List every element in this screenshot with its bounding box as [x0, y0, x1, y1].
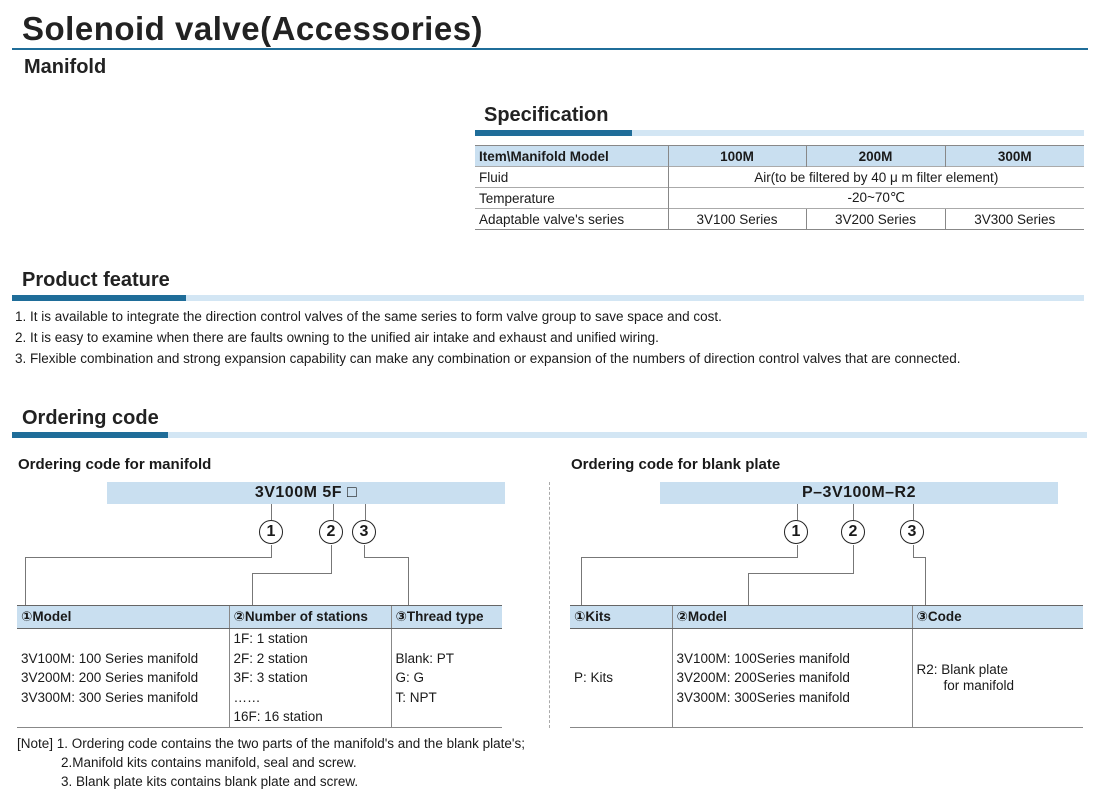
station-option: 2F: 2 station	[233, 650, 308, 666]
blank-plate-leader	[748, 573, 749, 605]
blank-plate-leader	[581, 557, 582, 605]
thread-option: G: G	[395, 670, 425, 686]
station-option: 16F: 16 station	[233, 709, 323, 725]
manifold-table-row	[17, 629, 502, 728]
blank-plate-leader	[925, 557, 926, 605]
spec-temperature-label: Temperature	[475, 188, 668, 209]
title-rule	[12, 48, 1088, 50]
blank-plate-header-code: ③Code	[912, 606, 1083, 629]
blank-plate-header-kits: ①Kits	[570, 606, 672, 629]
blank-plate-connector	[797, 504, 798, 520]
spec-temperature-value: -20~70℃	[668, 188, 1084, 209]
spec-header-item: Item\Manifold Model	[475, 146, 668, 167]
spec-series-label: Adaptable valve's series	[475, 209, 668, 230]
spec-series-300: 3V300 Series	[945, 209, 1084, 230]
blank-plate-connector	[913, 504, 914, 520]
manifold-stations-cell	[229, 629, 391, 728]
specification-bar-dark	[475, 130, 632, 136]
spec-header-row	[475, 146, 1084, 167]
spec-fluid-value: Air(to be filtered by 40 μ m filter element)	[668, 167, 1084, 188]
spec-row-fluid	[475, 167, 1084, 188]
manifold-marker-3: 3	[352, 520, 376, 544]
manifold-leader	[271, 545, 272, 557]
note-line-1: [Note] 1. Ordering code contains the two parts of the manifold's and the blank plate's;	[17, 736, 525, 751]
manifold-marker-2: 2	[319, 520, 343, 544]
blank-plate-model-option: 3V100M: 100Series manifold	[676, 650, 850, 666]
thread-option: T: NPT	[395, 689, 437, 705]
ordering-bar-dark	[12, 432, 168, 438]
blank-plate-code-bar: P–3V100M–R2	[660, 482, 1058, 504]
note-line-3: 3. Blank plate kits contains blank plate and screw.	[61, 774, 359, 789]
spec-row-series	[475, 209, 1084, 230]
blank-plate-table-header	[570, 606, 1083, 629]
ordering-code-heading: Ordering code	[22, 407, 159, 429]
blank-plate-header-model: ②Model	[672, 606, 912, 629]
blank-plate-code-line: R2: Blank plate	[916, 662, 1009, 677]
blank-plate-kits-cell: P: Kits	[570, 629, 672, 728]
blank-plate-connector	[853, 504, 854, 520]
thread-option: Blank: PT	[395, 650, 455, 666]
ordering-bar-light	[168, 432, 1087, 438]
spec-row-temperature	[475, 188, 1084, 209]
page-title: Solenoid valve(Accessories)	[22, 10, 484, 47]
spec-header-100m: 100M	[668, 146, 806, 167]
note-line-2: 2.Manifold kits contains manifold, seal and screw.	[61, 755, 357, 770]
manifold-model-option: 3V100M: 100 Series manifold	[21, 650, 199, 666]
manifold-leader	[408, 557, 409, 605]
blank-plate-marker-1: 1	[784, 520, 808, 544]
blank-plate-table-row	[570, 629, 1083, 728]
manifold-leader	[252, 573, 332, 574]
blank-plate-model-option: 3V300M: 300Series manifold	[676, 689, 850, 705]
spec-header-300m: 300M	[945, 146, 1084, 167]
blank-plate-marker-2: 2	[841, 520, 865, 544]
manifold-leader	[364, 557, 409, 558]
blank-plate-code-cell	[912, 629, 1083, 728]
blank-plate-leader	[853, 545, 854, 573]
manifold-marker-1: 1	[259, 520, 283, 544]
manifold-header-thread: ③Thread type	[391, 606, 502, 629]
blank-plate-leader	[797, 545, 798, 557]
blank-plate-marker-3: 3	[900, 520, 924, 544]
blank-plate-models-cell	[672, 629, 912, 728]
manifold-ordering-table	[17, 605, 502, 728]
manifold-table-header	[17, 606, 502, 629]
manifold-code-bar: 3V100M 5F □	[107, 482, 505, 504]
spec-header-200m: 200M	[806, 146, 945, 167]
spec-fluid-label: Fluid	[475, 167, 668, 188]
blank-plate-model-option: 3V200M: 200Series manifold	[676, 670, 850, 686]
feature-item-2: 2. It is easy to examine when there are faults owning to the unified air intake and exhaust and unified wiring.	[15, 330, 659, 345]
station-option: 1F: 1 station	[233, 631, 308, 647]
blank-plate-ordering-table	[570, 605, 1083, 728]
manifold-leader	[252, 573, 253, 605]
manifold-models-cell	[17, 629, 229, 728]
feature-bar-light	[186, 295, 1084, 301]
manifold-leader	[25, 557, 26, 605]
manifold-connector	[271, 504, 272, 520]
product-feature-heading: Product feature	[22, 269, 170, 291]
specification-heading: Specification	[484, 104, 609, 126]
manifold-connector	[333, 504, 334, 520]
manifold-connector	[365, 504, 366, 520]
blank-plate-ordering-title: Ordering code for blank plate	[571, 456, 781, 473]
manifold-leader	[364, 545, 365, 557]
feature-item-1: 1. It is available to integrate the direction control valves of the same series to form valve group to save space and cost.	[15, 309, 722, 324]
manifold-threads-cell	[391, 629, 502, 728]
feature-bar-dark	[12, 295, 186, 301]
manifold-leader	[25, 557, 272, 558]
station-option: 3F: 3 station	[233, 670, 308, 686]
specification-bar-light	[632, 130, 1084, 136]
manifold-leader	[331, 545, 332, 573]
spec-series-100: 3V100 Series	[668, 209, 806, 230]
blank-plate-leader	[913, 545, 914, 557]
blank-plate-leader	[748, 573, 854, 574]
section-divider	[549, 482, 550, 728]
manifold-header-stations: ②Number of stations	[229, 606, 391, 629]
feature-item-3: 3. Flexible combination and strong expansion capability can make any combination or expansion of the numbers of direction control valves that are connected.	[15, 351, 961, 366]
manifold-model-option: 3V200M: 200 Series manifold	[21, 670, 199, 686]
manifold-model-option: 3V300M: 300 Series manifold	[21, 689, 199, 705]
spec-series-200: 3V200 Series	[806, 209, 945, 230]
page-subtitle: Manifold	[24, 56, 107, 78]
manifold-header-model: ①Model	[17, 606, 229, 629]
blank-plate-leader	[581, 557, 798, 558]
manifold-ordering-title: Ordering code for manifold	[18, 456, 212, 473]
ordering-note	[17, 734, 525, 791]
station-option: ……	[233, 689, 261, 705]
specification-table	[475, 145, 1084, 230]
blank-plate-code-line: for manifold	[943, 678, 1015, 693]
